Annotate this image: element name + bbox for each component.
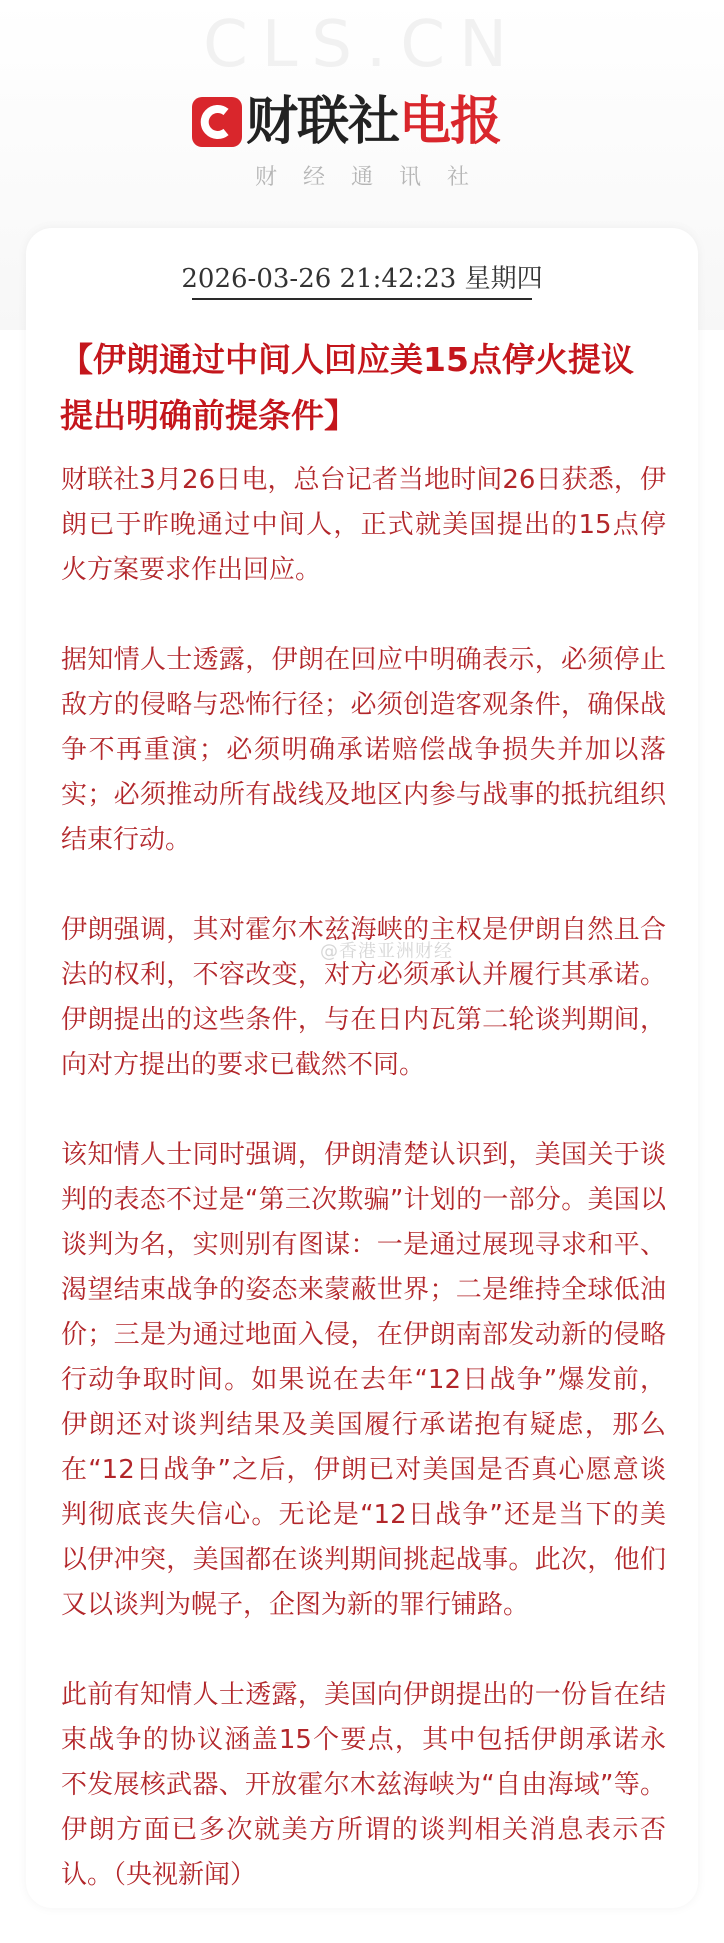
article-paragraph: 财联社3月26日电，总台记者当地时间26日获悉，伊朗已于昨晚通过中间人，正式就美国提出的15点停火方案要求作出回应。 — [61, 465, 666, 585]
brand-slogan: 财经通讯社 — [254, 165, 495, 190]
source-watermark: @香港亚洲财经 — [320, 941, 453, 962]
article-paragraph: 伊朗强调，其对霍尔木兹海峡的主权是伊朗自然且合法的权利，不容改变，对方必须承认并履行其承诺。伊朗提出的这些条件，与在日内瓦第二轮谈判期间，向对方提出的要求已截然不同。 — [61, 915, 666, 1080]
brand-name-red: 电报 — [399, 92, 502, 152]
cls-watermark: CLS.CN — [203, 8, 521, 82]
article-paragraph: 此前有知情人士透露，美国向伊朗提出的一份旨在结束战争的协议涵盖15个要点，其中包括伊朗承诺永不发展核武器、开放霍尔木兹海峡为“自由海域”等。伊朗方面已多次就美方所谓的谈判相关消息表示否认。（央视新闻） — [61, 1680, 666, 1890]
article-paragraph: 据知情人士透露，伊朗在回应中明确表示，必须停止敌方的侵略与恐怖行径；必须创造客观条件，确保战争不再重演；必须明确承诺赔偿战争损失并加以落实；必须推动所有战线及地区内参与战事的抵抗组织结束行动。 — [61, 645, 666, 855]
article-headline: 【伊朗通过中间人回应美15点停火提议 提出明确前提条件】 — [60, 340, 634, 435]
brand-name — [246, 92, 501, 152]
timestamp-underline — [192, 298, 532, 300]
cls-logo-icon — [192, 97, 242, 147]
brand-logo-group — [192, 92, 501, 152]
article-body — [61, 458, 666, 1943]
article-paragraph: 该知情人士同时强调，伊朗清楚认识到，美国关于谈判的表态不过是“第三次欺骗”计划的一部分。美国以谈判为名，实则别有图谋：一是通过展现寻求和平、渴望结束战争的姿态来蒙蔽世界；二是维持全球低油价；三是为通过地面入侵，在伊朗南部发动新的侵略行动争取时间。如果说在去年“12日战争”爆发前，伊朗还对谈判结果及美国履行承诺抱有疑虑，那么在“12日战争”之后，伊朗已对美国是否真心愿意谈判彻底丧失信心。无论是“12日战争”还是当下的美以伊冲突，美国都在谈判期间挑起战事。此次，他们又以谈判为幌子，企图为新的罪行铺路。 — [61, 1140, 666, 1620]
article-timestamp: 2026-03-26 21:42:23 星期四 — [181, 264, 543, 294]
brand-name-black: 财联社 — [246, 92, 400, 152]
